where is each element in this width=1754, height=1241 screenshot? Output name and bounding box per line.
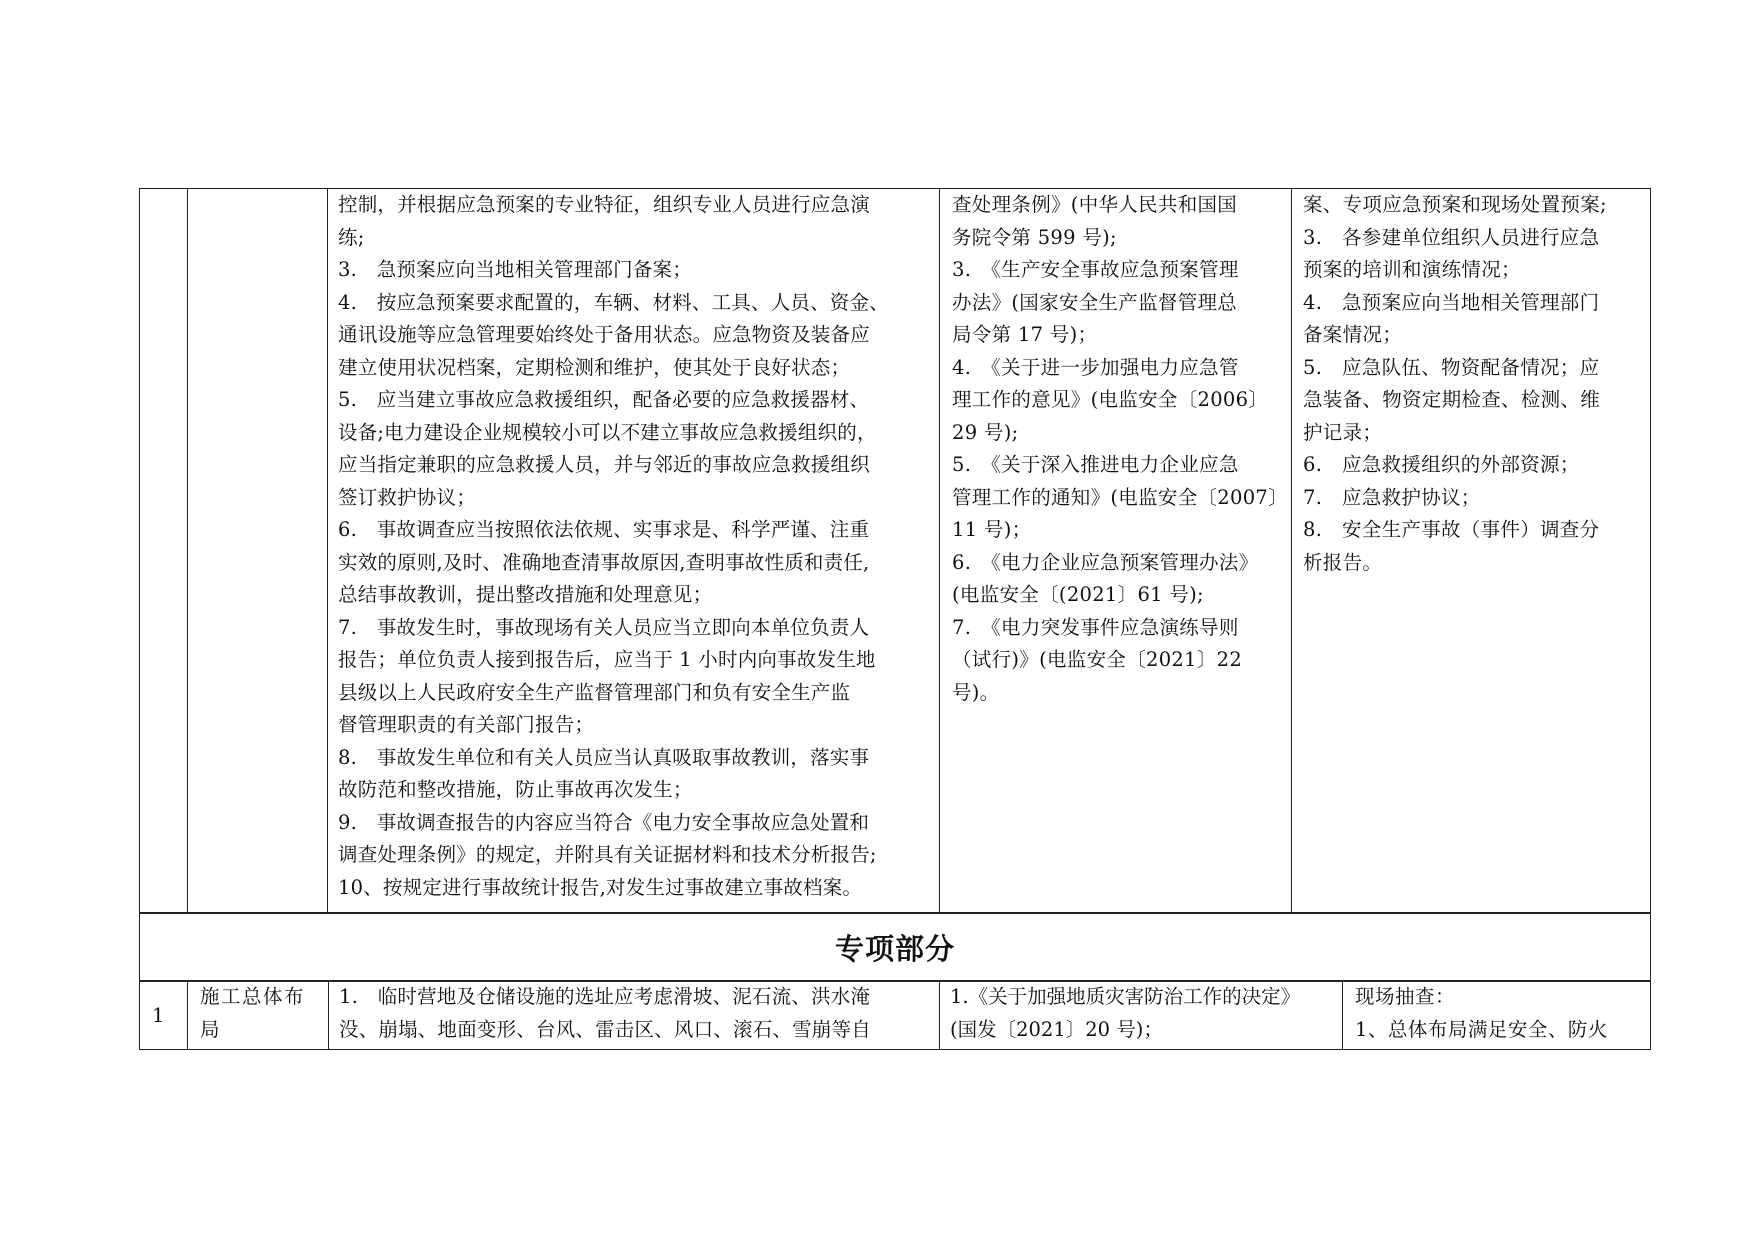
text-line: 4. 按应急预案要求配置的，车辆、材料、工具、人员、资金、 [338,290,889,314]
text-line: 管理工作的通知》(电监安全〔2007〕 [952,485,1288,509]
requirements-text [329,981,939,1046]
text-line: 局令第 17 号)； [952,323,1098,346]
text-line: 7. 《电力突发事件应急演练导则 [952,615,1239,639]
cell-requirements [328,189,940,913]
text-line: 签订救护协议； [338,485,476,509]
text-line: 析报告。 [1303,550,1383,574]
text-line: 5. 应急队伍、物资配备情况；应 [1303,355,1600,379]
text-line: 8. 事故发生单位和有关人员应当认真吸取事故教训，落实事 [338,745,870,769]
text-line: 没、崩塌、地面变形、台风、雷击区、风口、滚石、雪崩等自 [339,1017,871,1041]
text-line: (电监安全〔(2021〕61 号); [952,583,1204,606]
text-line: 通讯设施等应急管理要始终处于备用状态。应急物资及装备应 [338,323,870,346]
text-line: 急装备、物资定期检查、检测、维 [1303,388,1601,411]
text-line: 报告；单位负责人接到报告后，应当于 1 小时内向事故发生地 [338,648,876,671]
table-row-construction-layout [139,980,1651,1050]
cell-check-method [1292,189,1652,913]
text-line: 案、专项应急预案和现场处置预案; [1303,193,1607,216]
cell-basis [940,981,1343,1049]
basis-text [940,981,1342,1046]
text-line: 6. 事故调查应当按照依法依规、实事求是、科学严谨、注重 [338,518,870,541]
text-line: (国发〔2021〕20 号)； [950,1017,1163,1041]
text-line: 理工作的意见》(电监安全〔2006〕 [952,388,1269,411]
text-line: 练; [338,225,365,249]
text-line: 备案情况； [1303,323,1403,346]
basis-text [940,189,1291,709]
text-line: 故防范和整改措施，防止事故再次发生； [338,778,693,801]
text-line: 11 号)； [952,518,1032,541]
text-line: 3. 各参建单位组织人员进行应急 [1303,225,1600,249]
cell-number [140,981,188,1049]
text-line: 1. 临时营地及仓储设施的选址应考虑滑坡、泥石流、洪水淹 [339,985,871,1008]
text-line: 实效的原则,及时、准确地查清事故原因,查明事故性质和责任, [338,550,870,574]
text-line: 1.《关于加强地质灾害防治工作的决定》 [950,985,1301,1008]
text-line: 6. 应急救援组织的外部资源； [1303,453,1580,476]
text-line: 应当指定兼职的应急救援人员，并与邻近的事故应急救援组织 [338,453,870,476]
cell-item [188,981,329,1049]
cell-check-method [1343,981,1652,1049]
text-line: 办法》(国家安全生产监督管理总 [952,290,1238,314]
check-method-text [1343,981,1652,1046]
section-header-row [139,912,1651,982]
text-line: 4. 《关于进一步加强电力应急管 [952,355,1239,379]
text-line: 督管理职责的有关部门报告； [338,713,595,736]
item-name-text [188,981,328,1046]
text-line: 调查处理条例》的规定，并附具有关证据材料和技术分析报告; [338,843,877,866]
text-line: 护记录； [1303,420,1383,444]
text-line: 1、总体布局满足安全、防火 [1355,1017,1608,1041]
text-line: 查处理条例》(中华人民共和国国 [952,193,1238,216]
text-line: 3. 《生产安全事故应急预案管理 [952,258,1239,281]
text-line: 6. 《电力企业应急预案管理办法》 [952,550,1259,574]
text-line: 号)。 [952,680,1000,704]
text-line: 3. 急预案应向当地相关管理部门备案； [338,258,692,281]
text-line: 10、按规定进行事故统计报告,对发生过事故建立事故档案。 [338,875,863,899]
text-line: 局 [200,1017,222,1041]
row-number: 1 [152,1003,165,1027]
section-title: 专项部分 [834,931,955,966]
check-method-text [1292,189,1652,579]
text-line: 8. 安全生产事故（事件）调查分 [1303,518,1600,541]
text-line: 务院令第 599 号); [952,225,1117,249]
table-row-emergency-management [139,188,1651,914]
text-line: 7. 事故发生时，事故现场有关人员应当立即向本单位负责人 [338,615,870,639]
text-line: 7. 应急救护协议； [1303,485,1481,509]
cell-requirements [329,981,940,1049]
text-line: 5. 应当建立事故应急救援组织，配备必要的应急救援器材、 [338,388,870,411]
text-line: 9. 事故调查报告的内容应当符合《电力安全事故应急处置和 [338,810,870,834]
cell-number [140,189,188,913]
text-line: 施工总体布 [200,985,306,1008]
cell-basis [940,189,1292,913]
requirements-text [328,189,939,904]
cell-item [188,189,328,913]
text-line: 总结事故教训，提出整改措施和处理意见； [338,583,713,606]
text-line: 现场抽查： [1355,985,1456,1008]
text-line: 建立使用状况档案，定期检测和维护，使其处于良好状态； [338,355,851,379]
text-line: 29 号); [952,420,1019,444]
text-line: 控制，并根据应急预案的专业特征，组织专业人员进行应急演 [338,193,870,216]
text-line: 设备;电力建设企业规模较小可以不建立事故应急救援组织的， [338,420,877,444]
text-line: 县级以上人民政府安全生产监督管理部门和负有安全生产监 [338,680,851,704]
text-line: 预案的培训和演练情况； [1303,258,1521,281]
text-line: （试行)》(电监安全〔2021〕22 [952,648,1243,671]
text-line: 4. 急预案应向当地相关管理部门 [1303,290,1600,314]
text-line: 5. 《关于深入推进电力企业应急 [952,453,1239,476]
